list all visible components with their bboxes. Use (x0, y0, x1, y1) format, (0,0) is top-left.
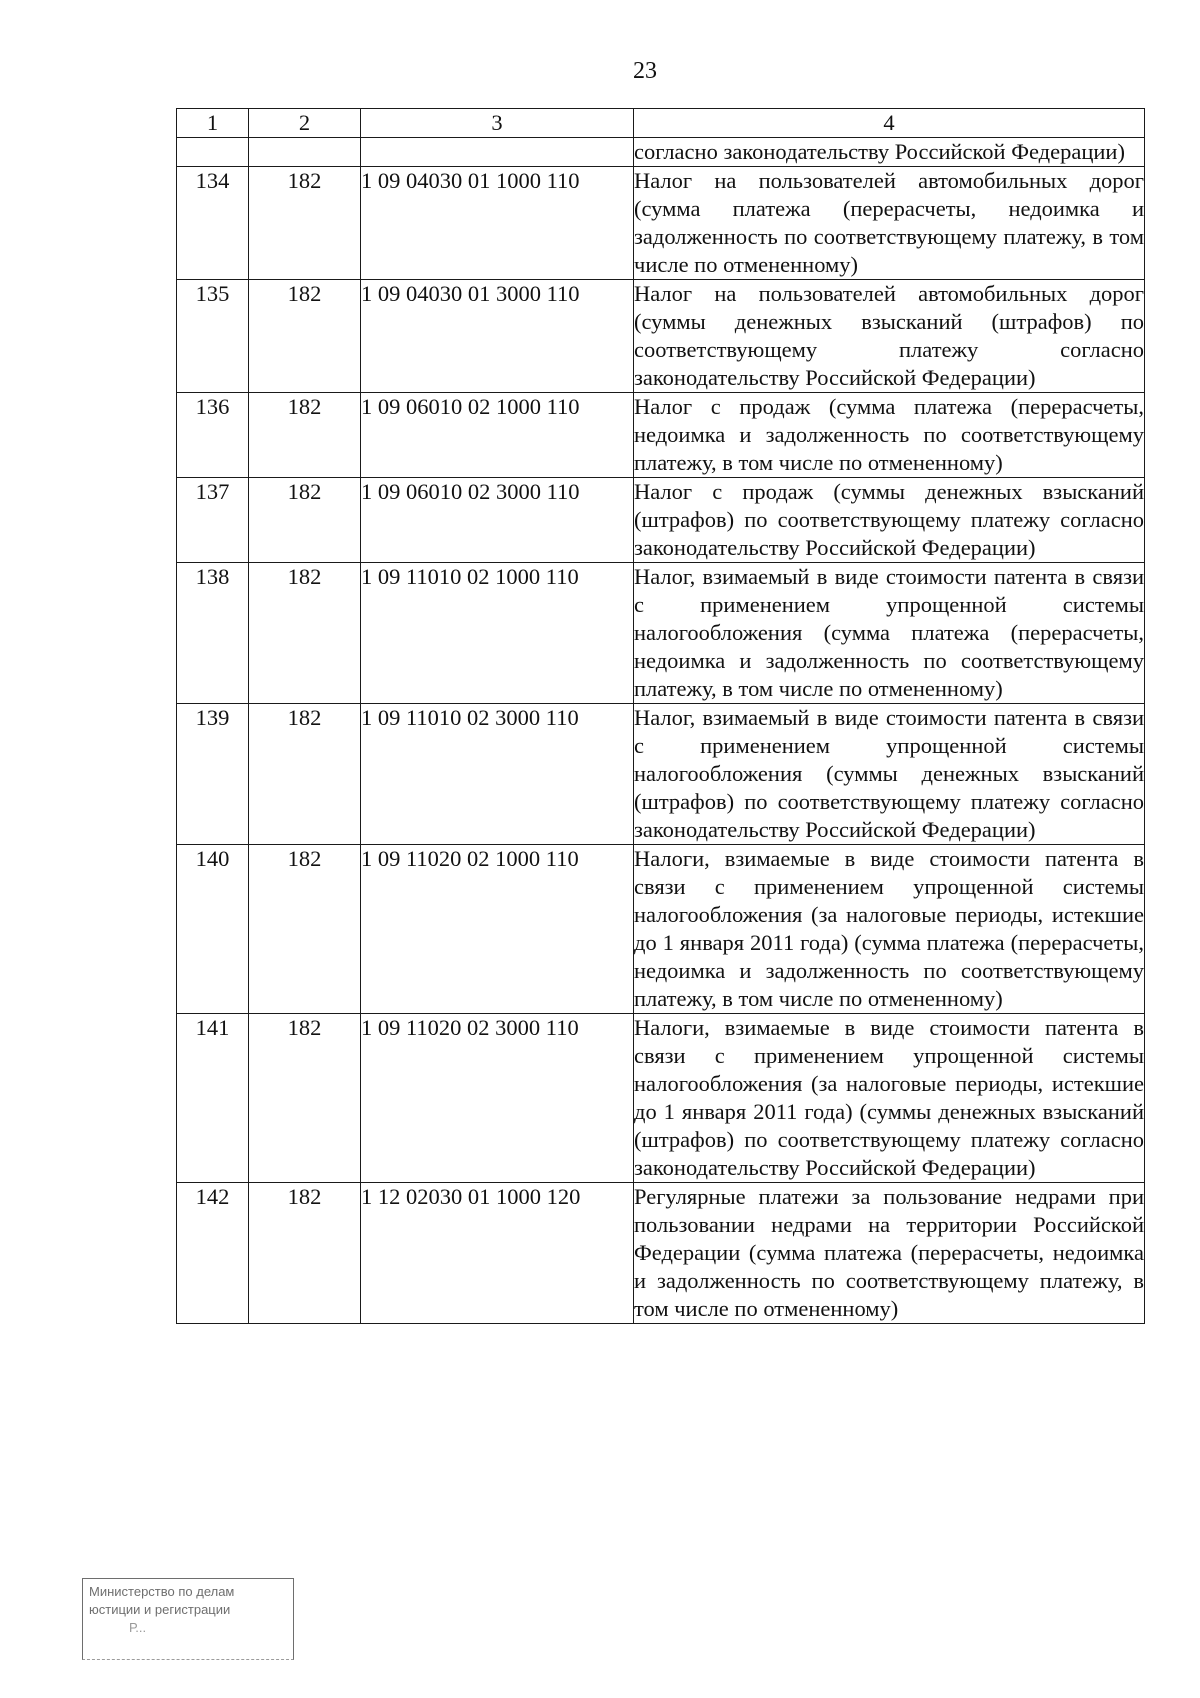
cell-admin: 182 (249, 1014, 361, 1183)
cell-number: 138 (177, 563, 249, 704)
cell-admin: 182 (249, 845, 361, 1014)
cell-admin (249, 138, 361, 167)
registration-stamp (82, 1578, 294, 1660)
cell-admin: 182 (249, 704, 361, 845)
cell-number: 137 (177, 478, 249, 563)
cell-description: Налог, взимаемый в виде стоимости патента в связи с применением упрощенной системы налогообложения (суммы денежных взысканий (штрафов) по соответствующему платежу согласно законодательству Российской Федерации) (634, 704, 1145, 845)
cell-number: 136 (177, 393, 249, 478)
cell-description: согласно законодательству Российской Федерации) (634, 138, 1145, 167)
page-number: 23 (633, 58, 657, 84)
cell-code: 1 09 04030 01 1000 110 (361, 167, 634, 280)
cell-number: 140 (177, 845, 249, 1014)
cell-number: 141 (177, 1014, 249, 1183)
table-row (177, 280, 1145, 393)
table-header-row (177, 109, 1145, 138)
header-col-3: 3 (361, 109, 634, 138)
cell-admin: 182 (249, 280, 361, 393)
cell-code: 1 09 04030 01 3000 110 (361, 280, 634, 393)
stamp-line-1: Министерство по делам (89, 1584, 235, 1599)
stamp-line-2: юстиции и регистрации (89, 1602, 231, 1617)
table-row (177, 478, 1145, 563)
header-col-1: 1 (177, 109, 249, 138)
cell-description: Налог на пользователей автомобильных дорог (суммы денежных взысканий (штрафов) по соответствующему платежу согласно законодательству Российской Федерации) (634, 280, 1145, 393)
cell-description: Налог, взимаемый в виде стоимости патента в связи с применением упрощенной системы налогообложения (сумма платежа (перерасчеты, недоимка и задолженность по соответствующему платежу, в том числе по отмененному) (634, 563, 1145, 704)
cell-code: 1 12 02030 01 1000 120 (361, 1183, 634, 1324)
table-row (177, 167, 1145, 280)
table-row (177, 845, 1145, 1014)
header-col-4: 4 (634, 109, 1145, 138)
revenue-codes-table (176, 108, 1145, 1324)
cell-number: 142 (177, 1183, 249, 1324)
cell-description: Налоги, взимаемые в виде стоимости патента в связи с применением упрощенной системы налогообложения (за налоговые периоды, истекшие до 1 января 2011 года) (сумма платежа (перерасчеты, недоимка и задолженность по соответствующему платежу, в том числе по отмененному) (634, 845, 1145, 1014)
cell-code: 1 09 11020 02 1000 110 (361, 845, 634, 1014)
header-col-2: 2 (249, 109, 361, 138)
cell-description: Регулярные платежи за пользование недрами при пользовании недрами на территории Российской Федерации (сумма платежа (перерасчеты, недоимка и задолженность по соответствующему платежу, в том числе по отмененному) (634, 1183, 1145, 1324)
continuation-row (177, 138, 1145, 167)
cell-code: 1 09 11020 02 3000 110 (361, 1014, 634, 1183)
table-row (177, 704, 1145, 845)
stamp-line-3: Р... (129, 1620, 147, 1635)
cell-description: Налог с продаж (суммы денежных взысканий (штрафов) по соответствующему платежу согласно законодательству Российской Федерации) (634, 478, 1145, 563)
cell-code: 1 09 11010 02 3000 110 (361, 704, 634, 845)
cell-number: 139 (177, 704, 249, 845)
cell-number: 134 (177, 167, 249, 280)
cell-admin: 182 (249, 478, 361, 563)
table-body (177, 138, 1145, 1324)
table-row (177, 393, 1145, 478)
cell-admin: 182 (249, 393, 361, 478)
cell-code: 1 09 06010 02 3000 110 (361, 478, 634, 563)
cell-description: Налог с продаж (сумма платежа (перерасчеты, недоимка и задолженность по соответствующему платежу, в том числе по отмененному) (634, 393, 1145, 478)
cell-number (177, 138, 249, 167)
cell-admin: 182 (249, 563, 361, 704)
table-row (177, 1183, 1145, 1324)
cell-admin: 182 (249, 1183, 361, 1324)
cell-code: 1 09 06010 02 1000 110 (361, 393, 634, 478)
cell-admin: 182 (249, 167, 361, 280)
cell-code: 1 09 11010 02 1000 110 (361, 563, 634, 704)
cell-number: 135 (177, 280, 249, 393)
cell-code (361, 138, 634, 167)
cell-description: Налоги, взимаемые в виде стоимости патента в связи с применением упрощенной системы налогообложения (за налоговые периоды, истекшие до 1 января 2011 года) (суммы денежных взысканий (штрафов) по соответствующему платежу согласно законодательству Российской Федерации) (634, 1014, 1145, 1183)
table-row (177, 1014, 1145, 1183)
table-row (177, 563, 1145, 704)
cell-description: Налог на пользователей автомобильных дорог (сумма платежа (перерасчеты, недоимка и задолженность по соответствующему платежу, в том числе по отмененному) (634, 167, 1145, 280)
